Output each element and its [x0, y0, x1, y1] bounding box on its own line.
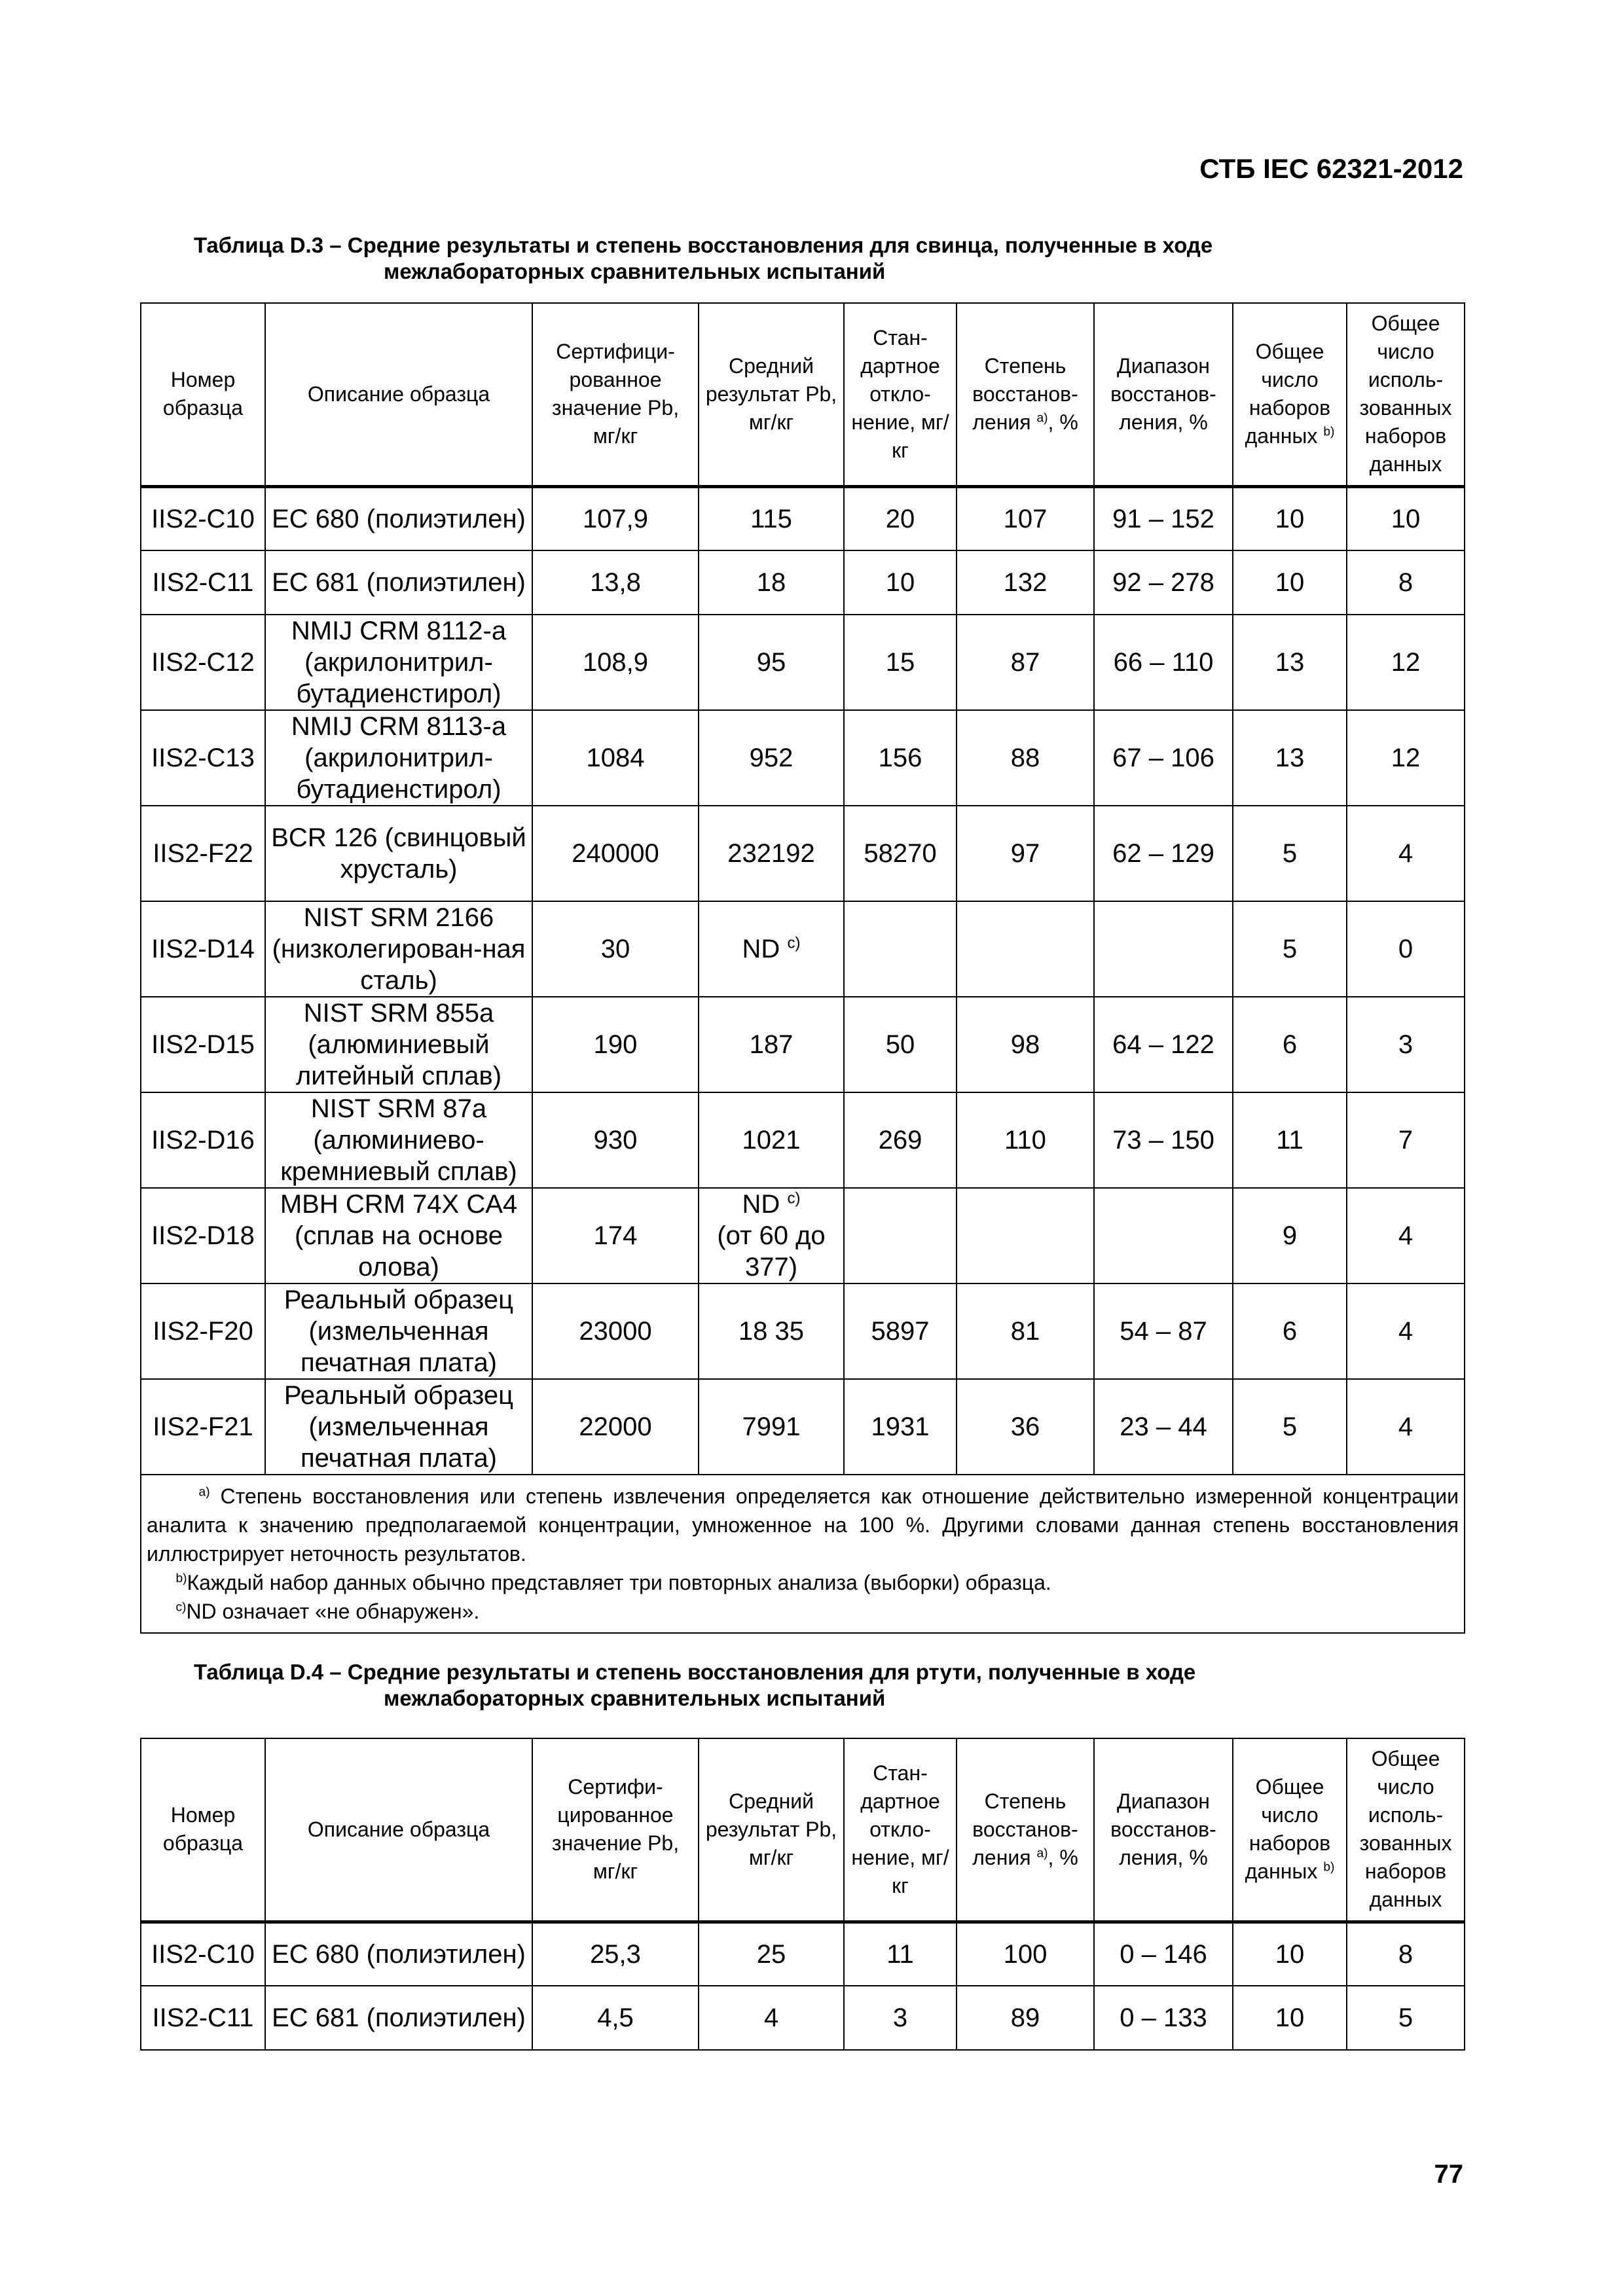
cell-description: EC 680 (полиэтилен) [265, 1922, 532, 1986]
table-d3-caption-line1: Таблица D.3 – Средние результаты и степень восстановления для свинца, полученные в ходе [194, 233, 1213, 257]
cell-range [1094, 901, 1233, 997]
cell-description: BCR 126 (свинцовый хрусталь) [265, 806, 532, 901]
col-total-sets-label: Общее число наборов данных [1245, 1775, 1331, 1884]
table-row [141, 615, 1465, 710]
cell-used-sets: 4 [1347, 1283, 1465, 1379]
cell-used-sets: 4 [1347, 806, 1465, 901]
cell-range: 0 – 146 [1094, 1922, 1233, 1986]
col-description: Описание образца [265, 303, 532, 486]
col-range: Диапазон восстанов-ления, % [1094, 303, 1233, 486]
cell-range: 92 – 278 [1094, 550, 1233, 615]
cell-sample-no: IIS2-C12 [141, 615, 265, 710]
cell-mean [699, 901, 844, 997]
cell-used-sets: 4 [1347, 1188, 1465, 1283]
cell-range: 73 – 150 [1094, 1092, 1233, 1188]
cell-used-sets: 12 [1347, 615, 1465, 710]
cell-range: 66 – 110 [1094, 615, 1233, 710]
cell-std: 58270 [844, 806, 957, 901]
note-b [147, 1568, 1459, 1597]
table-row [141, 710, 1465, 806]
cell-recovery: 81 [957, 1283, 1094, 1379]
col-description: Описание образца [265, 1738, 532, 1922]
col-mean: Средний результат Pb, мг/кг [699, 1738, 844, 1922]
cell-std: 3 [844, 1986, 957, 2050]
cell-used-sets: 10 [1347, 486, 1465, 550]
table-row [141, 1986, 1465, 2050]
cell-recovery: 89 [957, 1986, 1094, 2050]
footnote-ref-a: а) [1036, 1846, 1048, 1861]
cell-std: 5897 [844, 1283, 957, 1379]
cell-certified: 23000 [532, 1283, 699, 1379]
cell-std: 1931 [844, 1379, 957, 1475]
cell-total-sets: 5 [1233, 1379, 1347, 1475]
cell-std: 10 [844, 550, 957, 615]
cell-sample-no: IIS2-C10 [141, 486, 265, 550]
table-row [141, 1188, 1465, 1283]
col-std: Стан-дартное откло-нение, мг/кг [844, 303, 957, 486]
cell-description: NIST SRM 87a (алюминиево-кремниевый сплав) [265, 1092, 532, 1188]
cell-description: Реальный образец (измельченная печатная плата) [265, 1379, 532, 1475]
cell-range: 91 – 152 [1094, 486, 1233, 550]
cell-sample-no: IIS2-F22 [141, 806, 265, 901]
cell-mean: 1021 [699, 1092, 844, 1188]
cell-sample-no: IIS2-D15 [141, 997, 265, 1092]
cell-sample-no: IIS2-D14 [141, 901, 265, 997]
cell-certified: 1084 [532, 710, 699, 806]
cell-used-sets: 5 [1347, 1986, 1465, 2050]
document-code: СТБ IEC 62321-2012 [1199, 153, 1463, 184]
cell-certified: 22000 [532, 1379, 699, 1475]
cell-std [844, 1188, 957, 1283]
table-d4 [140, 1738, 1465, 2051]
col-recovery-label: Степень восстанов-ления [972, 1789, 1078, 1869]
cell-sample-no: IIS2-F20 [141, 1283, 265, 1379]
col-recovery [957, 1738, 1094, 1922]
table-d3-caption [194, 232, 1213, 285]
cell-certified: 108,9 [532, 615, 699, 710]
cell-certified: 4,5 [532, 1986, 699, 2050]
col-recovery-label: Степень восстанов-ления [972, 353, 1078, 434]
cell-total-sets: 13 [1233, 710, 1347, 806]
table-row [141, 1283, 1465, 1379]
note-b-mark: b) [175, 1571, 187, 1586]
table-d3-notes-row [141, 1475, 1465, 1633]
cell-sample-no: IIS2-D18 [141, 1188, 265, 1283]
cell-description: MBH CRM 74X CA4 (сплав на основе олова) [265, 1188, 532, 1283]
table-row [141, 486, 1465, 550]
cell-description: NMIJ CRM 8112-a (акрилонитрил-бутадиенстирол) [265, 615, 532, 710]
footnote-ref-c: c) [787, 934, 801, 952]
cell-used-sets: 12 [1347, 710, 1465, 806]
col-range: Диапазон восстанов-ления, % [1094, 1738, 1233, 1922]
cell-description: NIST SRM 855a (алюминиевый литейный сплав) [265, 997, 532, 1092]
note-a [147, 1482, 1459, 1568]
cell-description: EC 680 (полиэтилен) [265, 486, 532, 550]
cell-used-sets: 4 [1347, 1379, 1465, 1475]
table-d3-notes [141, 1475, 1465, 1633]
cell-sample-no: IIS2-F21 [141, 1379, 265, 1475]
col-std: Стан-дартное откло-нение, мг/кг [844, 1738, 957, 1922]
table-row [141, 1379, 1465, 1475]
cell-certified: 107,9 [532, 486, 699, 550]
cell-recovery: 107 [957, 486, 1094, 550]
cell-description: EC 681 (полиэтилен) [265, 550, 532, 615]
footnote-ref-c: c) [787, 1189, 801, 1208]
mean-value: ND [742, 1190, 780, 1219]
table-row [141, 550, 1465, 615]
note-a-text: Степень восстановления или степень извлечения определяется как отношение действительно измеренной концентрации аналита к значению предполагаемой концентрации, умноженное на 100 %. Другими словами данная степень восстановления иллюстрирует неточность результатов. [147, 1484, 1459, 1566]
cell-mean: 4 [699, 1986, 844, 2050]
col-sample-no: Номер образца [141, 303, 265, 486]
cell-mean: 25 [699, 1922, 844, 1986]
table-row [141, 806, 1465, 901]
cell-recovery: 132 [957, 550, 1094, 615]
cell-total-sets: 5 [1233, 806, 1347, 901]
footnote-ref-a: а) [1036, 411, 1048, 425]
table-d3-header-row [141, 303, 1465, 486]
note-c [147, 1597, 1459, 1626]
cell-sample-no: IIS2-C10 [141, 1922, 265, 1986]
cell-certified: 930 [532, 1092, 699, 1188]
cell-range [1094, 1188, 1233, 1283]
cell-sample-no: IIS2-C13 [141, 710, 265, 806]
cell-recovery: 97 [957, 806, 1094, 901]
cell-description: EC 681 (полиэтилен) [265, 1986, 532, 2050]
mean-range-note: (от 60 до 377) [717, 1221, 826, 1282]
cell-recovery: 36 [957, 1379, 1094, 1475]
note-b-text: Каждый набор данных обычно представляет три повторных анализа (выборки) образца. [187, 1571, 1051, 1594]
cell-sample-no: IIS2-D16 [141, 1092, 265, 1188]
table-row [141, 901, 1465, 997]
col-total-sets [1233, 1738, 1347, 1922]
col-total-sets [1233, 303, 1347, 486]
cell-description: NIST SRM 2166 (низколегирован-ная сталь) [265, 901, 532, 997]
cell-used-sets: 8 [1347, 550, 1465, 615]
cell-used-sets: 7 [1347, 1092, 1465, 1188]
cell-used-sets: 3 [1347, 997, 1465, 1092]
cell-recovery: 88 [957, 710, 1094, 806]
cell-certified: 25,3 [532, 1922, 699, 1986]
cell-recovery: 87 [957, 615, 1094, 710]
cell-mean: 7991 [699, 1379, 844, 1475]
cell-range: 23 – 44 [1094, 1379, 1233, 1475]
cell-sample-no: IIS2-C11 [141, 550, 265, 615]
cell-total-sets: 6 [1233, 997, 1347, 1092]
col-certified: Сертифи-цированное значение Pb, мг/кг [532, 1738, 699, 1922]
table-d3-caption-line2: межлабораторных сравнительных испытаний [384, 259, 886, 283]
cell-range: 67 – 106 [1094, 710, 1233, 806]
table-row [141, 1092, 1465, 1188]
table-row [141, 1922, 1465, 1986]
cell-recovery: 110 [957, 1092, 1094, 1188]
cell-total-sets: 10 [1233, 486, 1347, 550]
note-a-mark: a) [198, 1485, 210, 1499]
col-recovery [957, 303, 1094, 486]
col-used-sets: Общее число исполь-зованных наборов данных [1347, 1738, 1465, 1922]
footnote-ref-b: b) [1323, 1860, 1335, 1874]
cell-total-sets: 13 [1233, 615, 1347, 710]
cell-certified: 174 [532, 1188, 699, 1283]
table-d4-caption-line1: Таблица D.4 – Средние результаты и степень восстановления для ртути, полученные в ходе [194, 1660, 1196, 1684]
cell-mean: 18 35 [699, 1283, 844, 1379]
cell-used-sets: 0 [1347, 901, 1465, 997]
cell-description: NMIJ CRM 8113-a (акрилонитрил-бутадиенстирол) [265, 710, 532, 806]
cell-total-sets: 5 [1233, 901, 1347, 997]
cell-std: 50 [844, 997, 957, 1092]
mean-value: ND [742, 935, 780, 963]
cell-total-sets: 9 [1233, 1188, 1347, 1283]
cell-recovery [957, 1188, 1094, 1283]
col-mean: Средний результат Pb, мг/кг [699, 303, 844, 486]
cell-std: 156 [844, 710, 957, 806]
cell-total-sets: 11 [1233, 1092, 1347, 1188]
footnote-ref-b: b) [1323, 425, 1335, 439]
cell-range: 64 – 122 [1094, 997, 1233, 1092]
cell-range: 54 – 87 [1094, 1283, 1233, 1379]
cell-std: 11 [844, 1922, 957, 1986]
cell-std: 15 [844, 615, 957, 710]
cell-total-sets: 10 [1233, 1922, 1347, 1986]
cell-description: Реальный образец (измельченная печатная плата) [265, 1283, 532, 1379]
cell-recovery: 98 [957, 997, 1094, 1092]
cell-std [844, 901, 957, 997]
cell-total-sets: 10 [1233, 550, 1347, 615]
cell-recovery [957, 901, 1094, 997]
cell-std: 269 [844, 1092, 957, 1188]
cell-certified: 13,8 [532, 550, 699, 615]
col-recovery-unit: , % [1048, 1845, 1078, 1869]
note-c-mark: c) [175, 1600, 187, 1615]
cell-recovery: 100 [957, 1922, 1094, 1986]
cell-mean: 95 [699, 615, 844, 710]
cell-mean: 952 [699, 710, 844, 806]
table-d4-header-row [141, 1738, 1465, 1922]
col-recovery-unit: , % [1048, 410, 1078, 434]
table-d3 [140, 302, 1465, 1634]
table-d4-caption [194, 1659, 1195, 1712]
cell-std: 20 [844, 486, 957, 550]
col-certified: Сертифици-рованное значение Pb, мг/кг [532, 303, 699, 486]
cell-mean: 115 [699, 486, 844, 550]
col-total-sets-label: Общее число наборов данных [1245, 340, 1331, 448]
cell-sample-no: IIS2-C11 [141, 1986, 265, 2050]
cell-total-sets: 10 [1233, 1986, 1347, 2050]
table-row [141, 997, 1465, 1092]
cell-mean: 187 [699, 997, 844, 1092]
cell-used-sets: 8 [1347, 1922, 1465, 1986]
table-d4-caption-line2: межлабораторных сравнительных испытаний [384, 1686, 886, 1710]
cell-mean: 232192 [699, 806, 844, 901]
col-used-sets: Общее число исполь-зованных наборов данных [1347, 303, 1465, 486]
page-number: 77 [1434, 2160, 1463, 2189]
cell-certified: 240000 [532, 806, 699, 901]
cell-range: 0 – 133 [1094, 1986, 1233, 2050]
cell-total-sets: 6 [1233, 1283, 1347, 1379]
cell-mean [699, 1188, 844, 1283]
cell-certified: 30 [532, 901, 699, 997]
cell-range: 62 – 129 [1094, 806, 1233, 901]
col-sample-no: Номер образца [141, 1738, 265, 1922]
cell-mean: 18 [699, 550, 844, 615]
cell-certified: 190 [532, 997, 699, 1092]
note-c-text: ND означает «не обнаружен». [186, 1600, 480, 1623]
